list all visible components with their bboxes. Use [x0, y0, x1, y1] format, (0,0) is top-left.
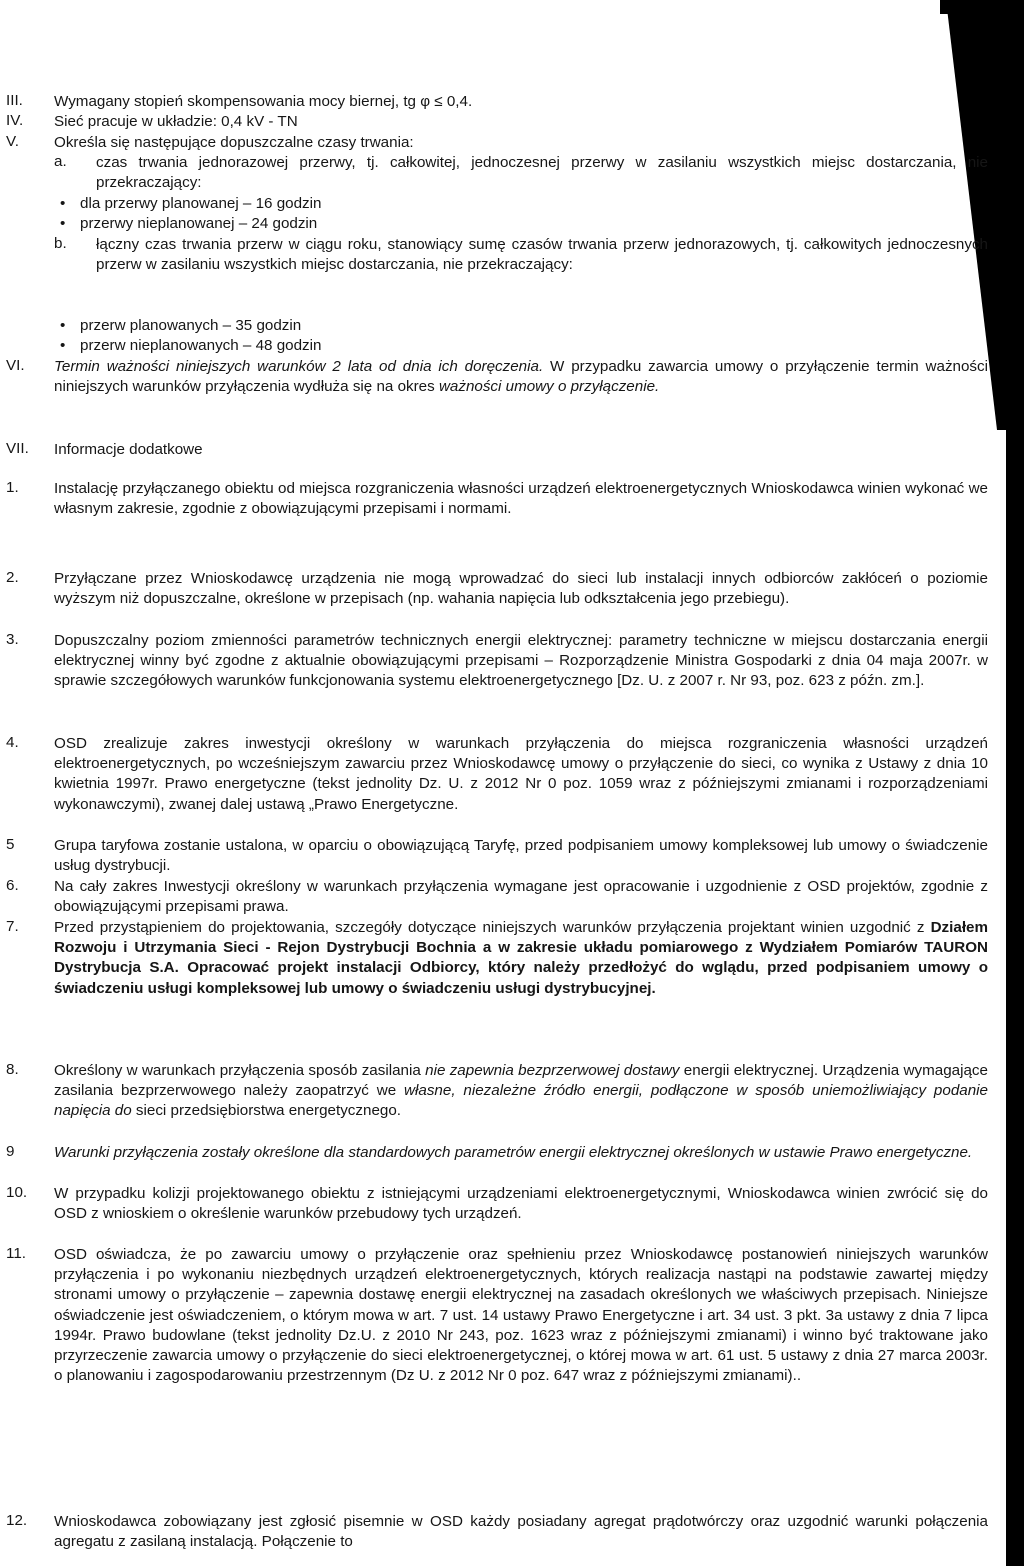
item-text: Warunki przyłączenia zostały określone dla standardowych parametrów energii elektrycznej określonych w ustawie Prawo energetyczne. [54, 1144, 973, 1161]
item-text: Wnioskodawca zobowiązany jest zgłosić pisemnie w OSD każdy posiadany agregat prądotwórczy oraz uzgodnić warunki połączenia agregatu z zasilaną instalacją. Połączenie to [54, 1513, 988, 1551]
bullet-text: przerwy nieplanowanej – 24 godzin [80, 215, 318, 232]
bullet-text: przerw nieplanowanych – 48 godzin [80, 337, 322, 354]
item-text-italic: własne, niezależne źródło energii, podłączone w sposób uniemożliwiający podanie napięcia do [54, 1082, 988, 1120]
item-number: 12. [6, 1512, 28, 1529]
item-text: Instalację przyłączanego obiektu od miejsca rozgraniczenia własności urządzeń elektroenergetycznych Wnioskodawca winien wykonać we własnym zakresie, zgodnie z obowiązującymi przepisami i normami. [54, 480, 988, 518]
validity-term-end: ważności umowy o przyłączenie. [438, 378, 660, 396]
bullet-item [60, 316, 990, 336]
item-text: OSD oświadcza, że po zawarciu umowy o przyłączenie oraz spełnieniu przez Wnioskodawcę postanowień niniejszych warunków przyłączenia i po wykonaniu niezbędnych urządzeń elektroenergetycznych, których realizacja nastąpi na podstawie zawartej między stronami umowy o przyłączenie – zapewnia dostawę energii elektrycznej na zasadach określonych we właściwych przepisach. Niniejsze oświadczenie jest oświadczeniem, o którym mowa w art. 7 ust. 14 ustawy Prawo Energetyczne i art. 34 ust. 3 pkt. 3a ustawy z dnia 7 lipca 1994r. Prawo budowlane (tekst jednolity Dz.U. z 2010 Nr 243, poz. 1623 wraz z późniejszymi zmianami) i winno być traktowane jako przyrzeczenie zawarcia umowy o przyłączenie do sieci elektroenergetycznej, o której mowa w art. 61 ust. 5 ustawy z dnia 27 marca 2003r. o planowaniu i zagospodarowaniu przestrzennym (Dz U. z 2012 Nr 0 poz. 647 wraz z późniejszymi zmianami).. [54, 1246, 988, 1385]
bullet-icon: • [60, 195, 66, 212]
item-text-plain: energii elektrycznej. Urządzenia wymagające zasilania bezprzerwowego należy zaopatrzyć we [54, 1062, 988, 1100]
item-text: Na cały zakres Inwestycji określony w warunkach przyłączenia wymagane jest opracowanie i uzgodnienie z OSD projektów, zgodnie z obowiązującymi przepisami prawa. [54, 878, 988, 916]
item-number: 3. [6, 631, 19, 648]
item-number: 7. [6, 918, 19, 935]
bullet-text: dla przerwy planowanej – 16 godzin [80, 195, 322, 212]
scan-edge-right [1006, 0, 1024, 1566]
item-text-plain: Określony w warunkach przyłączenia sposób zasilania [54, 1062, 426, 1079]
section-text: Wymagany stopień skompensowania mocy biernej, tg φ ≤ 0,4. [54, 93, 473, 110]
item-number: 1. [6, 479, 19, 496]
item-text-plain: sieci przedsiębiorstwa energetycznego. [131, 1102, 401, 1120]
subpoint-label: b. [54, 235, 67, 252]
item-text-plain: Przed przystąpieniem do projektowania, szczegóły dotyczące niniejszych warunków przyłączenia projektant winien uzgodnić z [54, 919, 931, 936]
subpoint-text: łączny czas trwania przerw w ciągu roku, stanowiący sumę czasów trwania przerw jednorazowych, tj. całkowitych jednoczesnych przerw w zasilaniu wszystkich miejsc dostarczania, nie przekraczający: [96, 236, 988, 274]
section-text [54, 357, 988, 397]
validity-extension: W przypadku zawarcia umowy o przyłączenie termin ważności niniejszych warunków przyłączenia wydłuża się na okres [54, 358, 988, 396]
item-text: OSD zrealizuje zakres inwestycji określony w warunkach przyłączenia do miejsca rozgraniczenia własności urządzeń elektroenergetycznych, po wcześniejszym zawarciu przez Wnioskodawcę umowy o przyłączenie do sieci, co wynika z Ustawy z dnia 10 kwietnia 1997r. Prawo energetyczne (tekst jednolity Dz. U. z 2012 Nr 0 poz. 1059 wraz z późniejszymi zmianami i rozporządzeniami wykonawczymi), zwanej dalej ustawą „Prawo Energetyczne. [54, 735, 988, 813]
item-text: Dopuszczalny poziom zmienności parametrów technicznych energii elektrycznej: parametry techniczne w miejscu dostarczania energii elektrycznej winny być zgodne z aktualnie obowiązującymi przepisami – Rozporządzenie Ministra Gospodarki z dnia 04 maja 2007r. w sprawie szczegółowych warunków funkcjonowania systemu elektroenergetycznego [Dz. U. z 2007 r. Nr 93, poz. 623 z późn. zm.]. [54, 632, 988, 690]
subpoint-label: a. [54, 153, 67, 170]
item-text: Grupa taryfowa zostanie ustalona, w oparciu o obowiązującą Taryfę, przed podpisaniem umowy kompleksowej lub umowy o świadczenie usług dystrybucji. [54, 837, 988, 875]
item-number: 8. [6, 1061, 19, 1078]
bullet-icon: • [60, 337, 66, 354]
item-number: 4. [6, 734, 19, 751]
section-label: VII. [6, 440, 29, 457]
bullet-item [60, 214, 990, 234]
bullet-item [60, 336, 990, 356]
bullet-icon: • [60, 317, 66, 334]
item-number: 2. [6, 569, 19, 586]
bullet-item [60, 194, 990, 214]
section-label: IV. [6, 112, 24, 129]
section-title: Informacje dodatkowe [54, 441, 203, 458]
section-label: V. [6, 133, 19, 150]
section-text: Określa się następujące dopuszczalne czasy trwania: [54, 134, 414, 151]
section-text: Sieć pracuje w układzie: 0,4 kV - TN [54, 113, 298, 130]
item-text-bold: Działem Rozwoju i Utrzymania Sieci - Rejon Dystrybucji Bochnia a w zakresie układu pomiarowego z Wydziałem Pomiarów TAURON Dystrybucja S.A. Opracować projekt instalacji Odbiorcy, który należy przedłożyć do wglądu, przed podpisaniem umowy o świadczeniu usługi kompleksowej lub umowy o świadczeniu usługi dystrybucyjnej. [54, 919, 988, 997]
item-number: 10. [6, 1184, 28, 1201]
item-text-italic: nie zapewnia bezprzerwowej dostawy [425, 1062, 680, 1079]
section-label: III. [6, 92, 23, 109]
bullet-icon: • [60, 215, 66, 232]
bullet-text: przerw planowanych – 35 godzin [80, 317, 302, 334]
item-number: 6. [6, 877, 19, 894]
item-text [54, 1061, 988, 1122]
item-number: 11. [6, 1245, 26, 1262]
item-number: 5 [6, 836, 15, 853]
validity-term: Termin ważności niniejszych warunków 2 lata od dnia ich doręczenia. [54, 358, 544, 375]
subpoint-text [96, 153, 988, 193]
item-text: W przypadku kolizji projektowanego obiektu z istniejącymi urządzeniami elektroenergetycznymi, Wnioskodawca winien zwrócić się do OSD z wnioskiem o określenie warunków przebudowy tych urządzeń. [54, 1185, 988, 1223]
item-text: Przyłączane przez Wnioskodawcę urządzenia nie mogą wprowadzać do sieci lub instalacji innych odbiorców zakłóceń o poziomie wyższym niż dopuszczalne, określone w przepisach (np. wahania napięcia lub odkształcenia jego przebiegu). [54, 570, 988, 608]
subpoint-a-text: czas trwania jednorazowej przerwy, tj. całkowitej, jednoczesnej przerwy w zasilaniu wszystkich miejsc dostarczania, nie przekraczający: [96, 154, 988, 192]
item-text [54, 918, 988, 999]
item-number: 9 [6, 1143, 15, 1160]
section-label: VI. [6, 357, 25, 374]
